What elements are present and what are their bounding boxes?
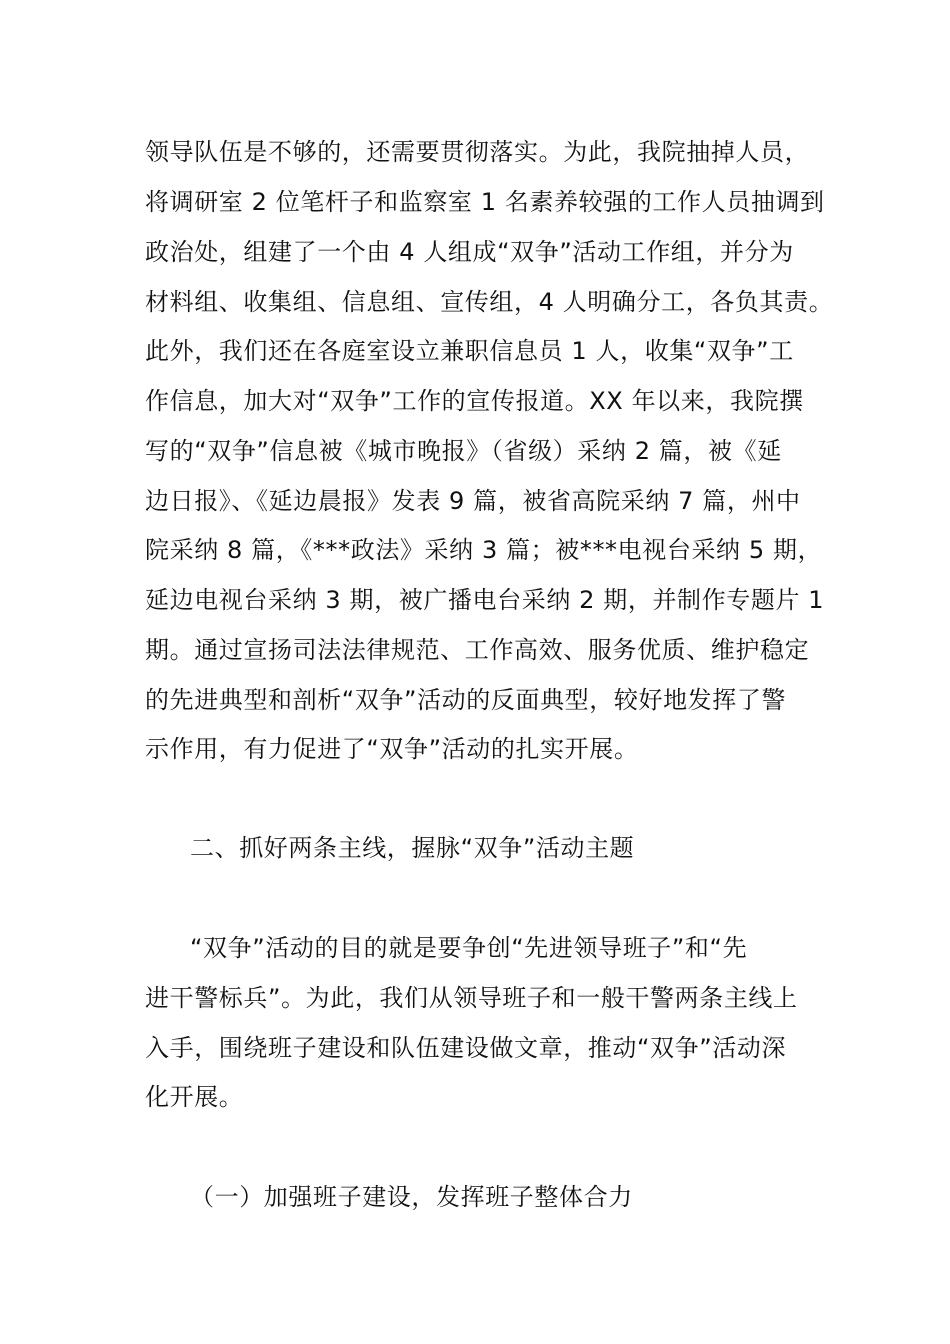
- paragraph-line: 化开展。: [145, 1083, 244, 1111]
- paragraph-line: 示作用，有力促进了“双争”活动的扎实开展。: [145, 735, 639, 763]
- paragraph-line: 政治处，组建了一个由 4 人组成“双争”活动工作组，并分为: [145, 238, 794, 266]
- paragraph-line: 延边电视台采纳 3 期，被广播电台采纳 2 期，并制作专题片 1: [145, 586, 825, 614]
- paragraph-line: 院采纳 8 篇，《***政法》采纳 3 篇；被***电视台采纳 5 期，: [145, 536, 823, 564]
- subsection-heading: （一）加强班子建设，发挥班子整体合力: [190, 1183, 633, 1211]
- paragraph-line: 入手，围绕班子建设和队伍建设做文章，推动“双争”活动深: [145, 1034, 787, 1062]
- paragraph-line: 作信息，加大对“双争”工作的宣传报道。XX 年以来，我院撰: [145, 387, 804, 415]
- paragraph-line: 领导队伍是不够的，还需要贯彻落实。为此，我院抽掉人员，: [145, 138, 810, 166]
- paragraph-line: 期。通过宣扬司法法律规范、工作高效、服务优质、维护稳定: [145, 636, 810, 664]
- paragraph-line: 写的“双争”信息被《城市晚报》（省级）采纳 2 篇，被《延: [145, 437, 782, 465]
- paragraph-line: 此外，我们还在各庭室设立兼职信息员 1 人，收集“双争”工: [145, 337, 794, 365]
- paragraph-line: 的先进典型和剖析“双争”活动的反面典型，较好地发挥了警: [145, 686, 787, 714]
- paragraph-line: “双争”活动的目的就是要争创“先进领导班子”和“先: [190, 934, 748, 962]
- section-heading: 二、抓好两条主线，握脉“双争”活动主题: [190, 834, 635, 862]
- paragraph-line: 边日报》、《延边晨报》发表 9 篇，被省高院采纳 7 篇，州中: [145, 487, 801, 515]
- paragraph-line: 进干警标兵”。为此，我们从领导班子和一般干警两条主线上: [145, 984, 798, 1012]
- paragraph-line: 材料组、收集组、信息组、宣传组，4 人明确分工，各负其责。: [145, 288, 834, 316]
- paragraph-line: 将调研室 2 位笔杆子和监察室 1 名素养较强的工作人员抽调到: [145, 188, 825, 216]
